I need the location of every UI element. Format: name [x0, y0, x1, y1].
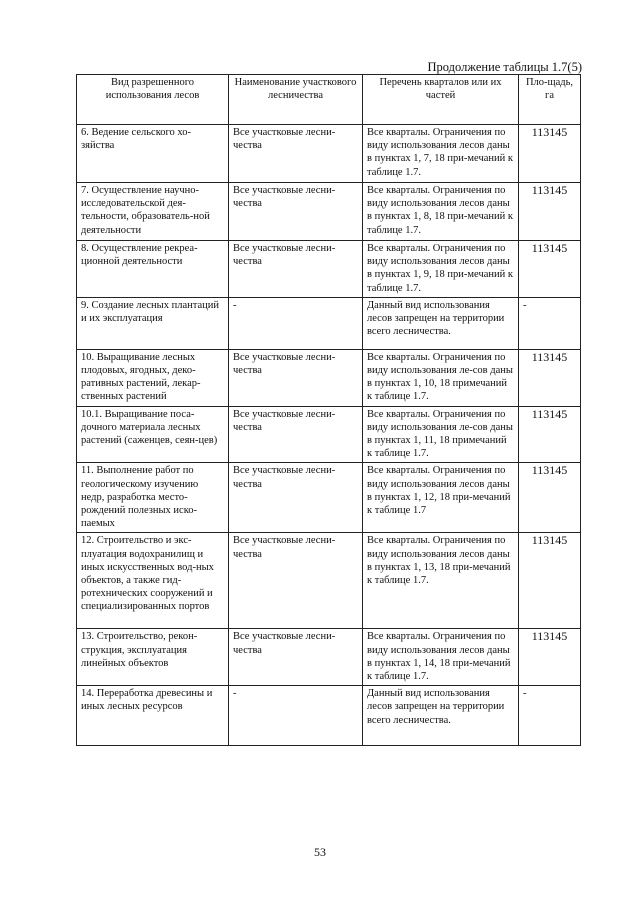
cell-area: 113145: [519, 349, 581, 406]
cell-quarters: Все кварталы. Ограничения по виду использования лесов даны в пунктах 1, 8, 18 при-мечаний к таблице 1.7.: [363, 183, 519, 241]
cell-forestry: Все участковые лесни-чества: [229, 241, 363, 298]
forest-use-table: [76, 74, 581, 746]
cell-forestry: Все участковые лесни-чества: [229, 533, 363, 629]
header-area: Пло-щадь, га: [519, 75, 581, 125]
cell-use: 6. Ведение сельского хо-зяйства: [77, 125, 229, 183]
page-number: 53: [314, 845, 326, 859]
cell-forestry: -: [229, 297, 363, 349]
table-row: [77, 241, 581, 298]
cell-area: 113145: [519, 183, 581, 241]
cell-use: 10. Выращивание лесных плодовых, ягодных, деко-ративных растений, лекар-ственных растений: [77, 349, 229, 406]
cell-area: 113145: [519, 241, 581, 298]
table-row: [77, 686, 581, 746]
table-row: [77, 349, 581, 406]
table-caption: Продолжение таблицы 1.7(5): [427, 60, 582, 74]
cell-forestry: Все участковые лесни-чества: [229, 629, 363, 686]
table-row: [77, 533, 581, 629]
cell-use: 13. Строительство, рекон-струкция, эксплуатация линейных объектов: [77, 629, 229, 686]
cell-use: 12. Строительство и экс-плуатация водохранилищ и иных искусственных вод-ных объектов, а также гид-ротехнических сооружений и специализированных портов: [77, 533, 229, 629]
cell-area: 113145: [519, 629, 581, 686]
cell-quarters: Данный вид использования лесов запрещен на территории всего лесничества.: [363, 686, 519, 746]
header-forestry-name: Наименование участкового лесничества: [229, 75, 363, 125]
table-row: [77, 183, 581, 241]
header-quarters-list: Перечень кварталов или их частей: [363, 75, 519, 125]
table-row: [77, 406, 581, 463]
cell-use: 7. Осуществление научно-исследовательской дея-тельности, образователь-ной деятельности: [77, 183, 229, 241]
table-row: [77, 125, 581, 183]
cell-area: -: [519, 297, 581, 349]
cell-area: 113145: [519, 406, 581, 463]
cell-use: 8. Осуществление рекреа-ционной деятельности: [77, 241, 229, 298]
cell-use: 10.1. Выращивание поса-дочного материала лесных растений (саженцев, сеян-цев): [77, 406, 229, 463]
cell-area: 113145: [519, 463, 581, 533]
cell-quarters: Все кварталы. Ограничения по виду использования лесов даны в пунктах 1, 9, 18 при-мечаний к таблице 1.7.: [363, 241, 519, 298]
cell-quarters: Все кварталы. Ограничения по виду использования ле-сов даны в пунктах 1, 11, 18 примечаний к таблице 1.7.: [363, 406, 519, 463]
cell-area: 113145: [519, 125, 581, 183]
header-use-type: Вид разрешенного использования лесов: [77, 75, 229, 125]
cell-forestry: Все участковые лесни-чества: [229, 349, 363, 406]
cell-forestry: Все участковые лесни-чества: [229, 125, 363, 183]
cell-use: 11. Выполнение работ по геологическому изучению недр, разработка место-рождений полезных иско-паемых: [77, 463, 229, 533]
cell-quarters: Данный вид использования лесов запрещен на территории всего лесничества.: [363, 297, 519, 349]
cell-quarters: Все кварталы. Ограничения по виду использования лесов даны в пунктах 1, 7, 18 при-мечаний к таблице 1.7.: [363, 125, 519, 183]
cell-forestry: Все участковые лесни-чества: [229, 406, 363, 463]
cell-quarters: Все кварталы. Ограничения по виду использования лесов даны в пунктах 1, 14, 18 при-мечаний к таблице 1.7.: [363, 629, 519, 686]
table-row: [77, 297, 581, 349]
cell-forestry: Все участковые лесни-чества: [229, 183, 363, 241]
cell-area: 113145: [519, 533, 581, 629]
cell-use: 9. Создание лесных плантаций и их эксплуатация: [77, 297, 229, 349]
cell-use: 14. Переработка древесины и иных лесных ресурсов: [77, 686, 229, 746]
cell-quarters: Все кварталы. Ограничения по виду использования ле-сов даны в пунктах 1, 10, 18 примечаний к таблице 1.7.: [363, 349, 519, 406]
cell-forestry: -: [229, 686, 363, 746]
table-row: [77, 629, 581, 686]
cell-area: -: [519, 686, 581, 746]
table-row: [77, 463, 581, 533]
table-header-row: [77, 75, 581, 125]
cell-forestry: Все участковые лесни-чества: [229, 463, 363, 533]
cell-quarters: Все кварталы. Ограничения по виду использования лесов даны в пунктах 1, 12, 18 при-мечаний к таблице 1.7: [363, 463, 519, 533]
cell-quarters: Все кварталы. Ограничения по виду использования лесов даны в пунктах 1, 13, 18 при-мечаний к таблице 1.7.: [363, 533, 519, 629]
